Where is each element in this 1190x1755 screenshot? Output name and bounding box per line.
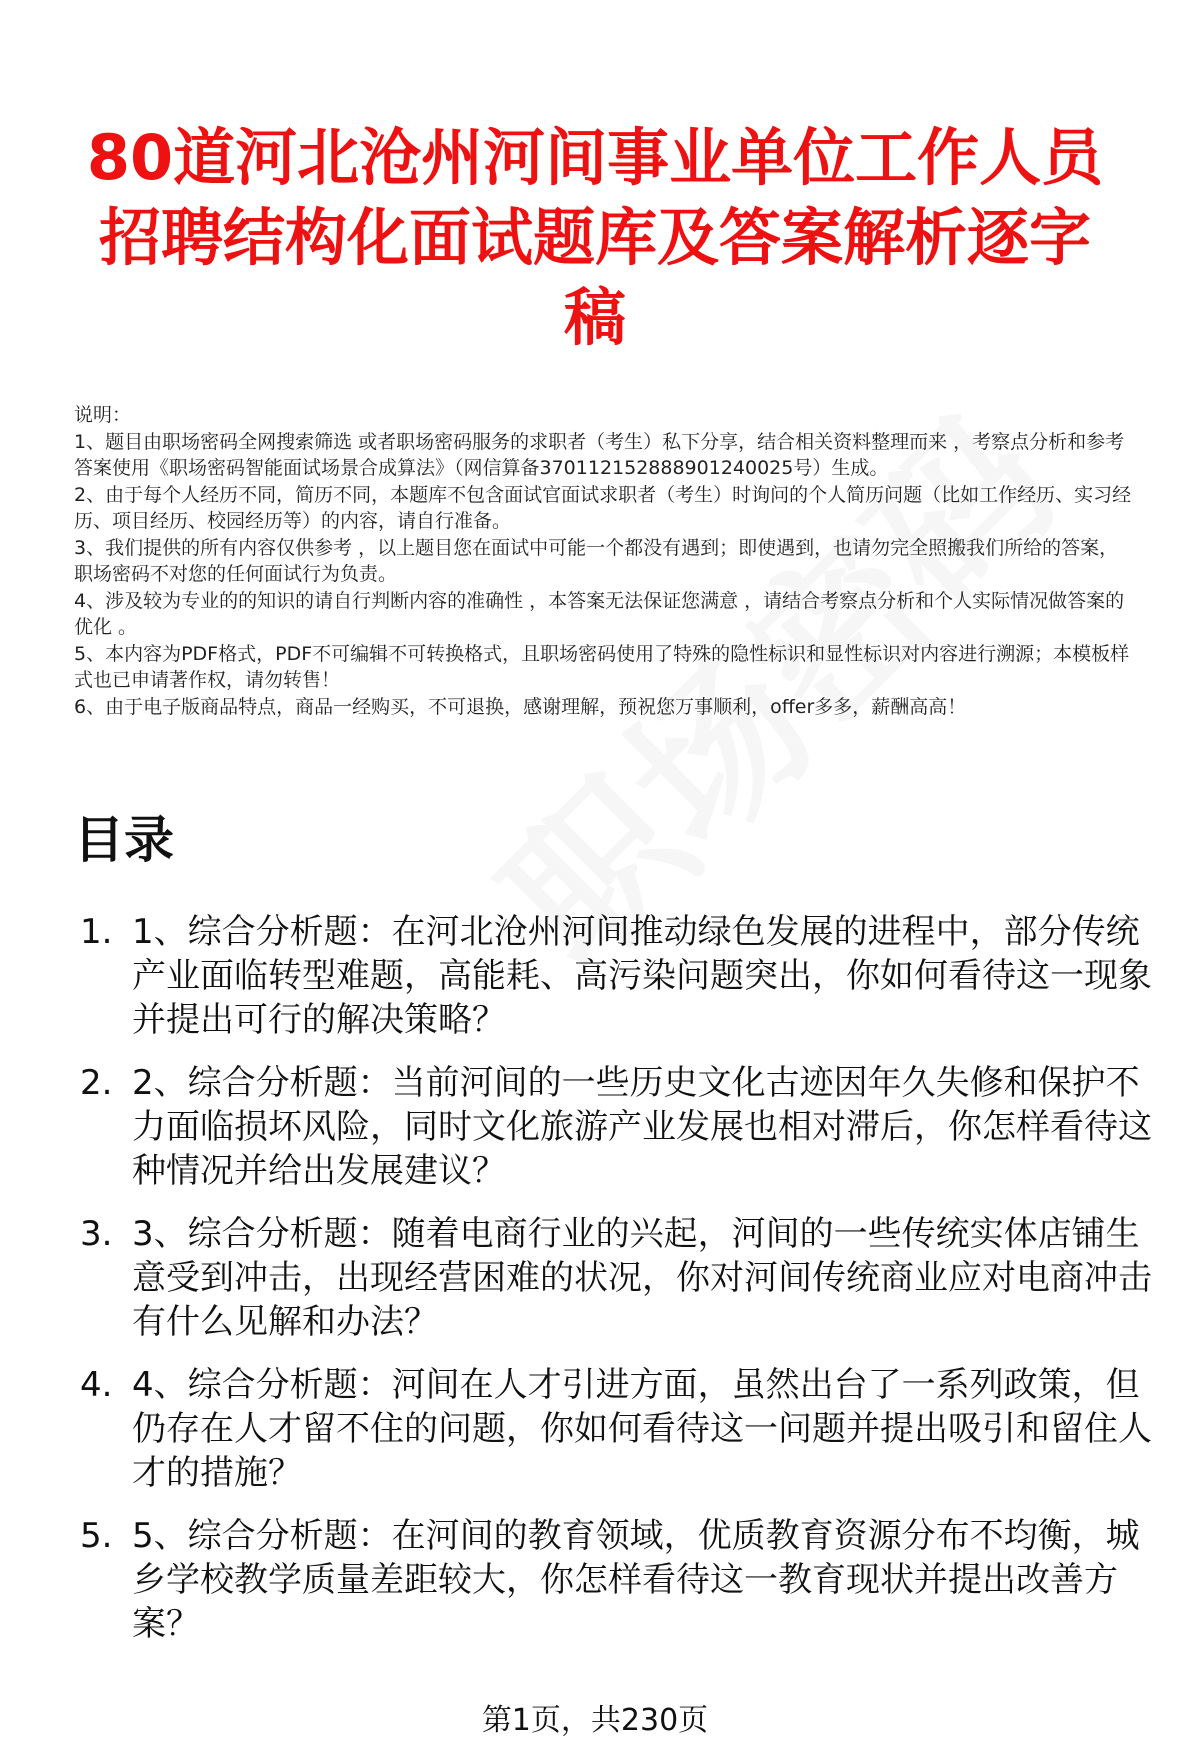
toc-item[interactable]	[80, 1061, 1165, 1193]
toc-item-text[interactable]: 4、综合分析题：河间在人才引进方面，虽然出台了一系列政策，但仍存在人才留不住的问题，你如何看待这一问题并提出吸引和留住人才的措施？	[132, 1365, 1152, 1493]
page-number-footer: 第1页，共230页	[481, 1703, 709, 1738]
notes-heading: 说明：	[74, 404, 132, 426]
note-item: 4、涉及较为专业的的知识的请自行判断内容的准确性 ，本答案无法保证您满意 ，请结合考察点分析和个人实际情况做答案的优化 。	[74, 590, 1125, 638]
table-of-contents	[80, 910, 1165, 1665]
toc-item[interactable]	[80, 910, 1165, 1042]
toc-heading: 目录	[74, 811, 174, 869]
note-item: 3、我们提供的所有内容仅供参考 ，以上题目您在面试中可能一个都没有遇到；即使遇到，也请勿完全照搬我们所给的答案，职场密码不对您的任何面试行为负责。	[74, 537, 1119, 585]
toc-item-number: 1.	[80, 912, 113, 952]
toc-item[interactable]	[80, 1363, 1165, 1495]
document-title: 80道河北沧州河间事业单位工作人员招聘结构化面试题库及答案解析逐字稿	[86, 121, 1104, 354]
toc-item-number: 2.	[80, 1063, 113, 1103]
toc-item-text[interactable]: 2、综合分析题：当前河间的一些历史文化古迹因年久失修和保护不力面临损坏风险，同时文化旅游产业发展也相对滞后，你怎样看待这种情况并给出发展建议？	[132, 1063, 1152, 1191]
toc-item-text[interactable]: 5、综合分析题：在河间的教育领域，优质教育资源分布不均衡，城乡学校教学质量差距较大，你怎样看待这一教育现状并提出改善方案？	[132, 1516, 1140, 1644]
toc-item-text[interactable]: 3、综合分析题：随着电商行业的兴起，河间的一些传统实体店铺生意受到冲击，出现经营困难的状况，你对河间传统商业应对电商冲击有什么见解和办法？	[132, 1214, 1152, 1342]
notes-section	[74, 402, 1134, 721]
note-item: 5、本内容为PDF格式，PDF不可编辑不可转换格式，且职场密码使用了特殊的隐性标识和显性标识对内容进行溯源；本模板样式也已申请著作权，请勿转售！	[74, 643, 1130, 691]
toc-item[interactable]	[80, 1212, 1165, 1344]
toc-item-number: 3.	[80, 1214, 113, 1254]
note-item: 1、题目由职场密码全网搜索筛选 或者职场密码服务的求职者（考生）私下分享，结合相关资料整理而来 ，考察点分析和参考答案使用《职场密码智能面试场景合成算法》（网信算备370112152888901240025号）生成。	[74, 431, 1125, 479]
toc-item-text[interactable]: 1、综合分析题：在河北沧州河间推动绿色发展的进程中，部分传统产业面临转型难题，高能耗、高污染问题突出，你如何看待这一现象并提出可行的解决策略？	[132, 912, 1152, 1040]
note-item: 2、由于每个人经历不同，简历不同，本题库不包含面试官面试求职者（考生）时询问的个人简历问题（比如工作经历、实习经历、项目经历、校园经历等）的内容，请自行准备。	[74, 484, 1132, 532]
toc-item-number: 4.	[80, 1365, 113, 1405]
note-item: 6、由于电子版商品特点，商品一经购买，不可退换，感谢理解，预祝您万事顺利，offer多多，薪酬高高！	[74, 696, 967, 718]
toc-item[interactable]	[80, 1514, 1165, 1646]
toc-item-number: 5.	[80, 1516, 113, 1556]
